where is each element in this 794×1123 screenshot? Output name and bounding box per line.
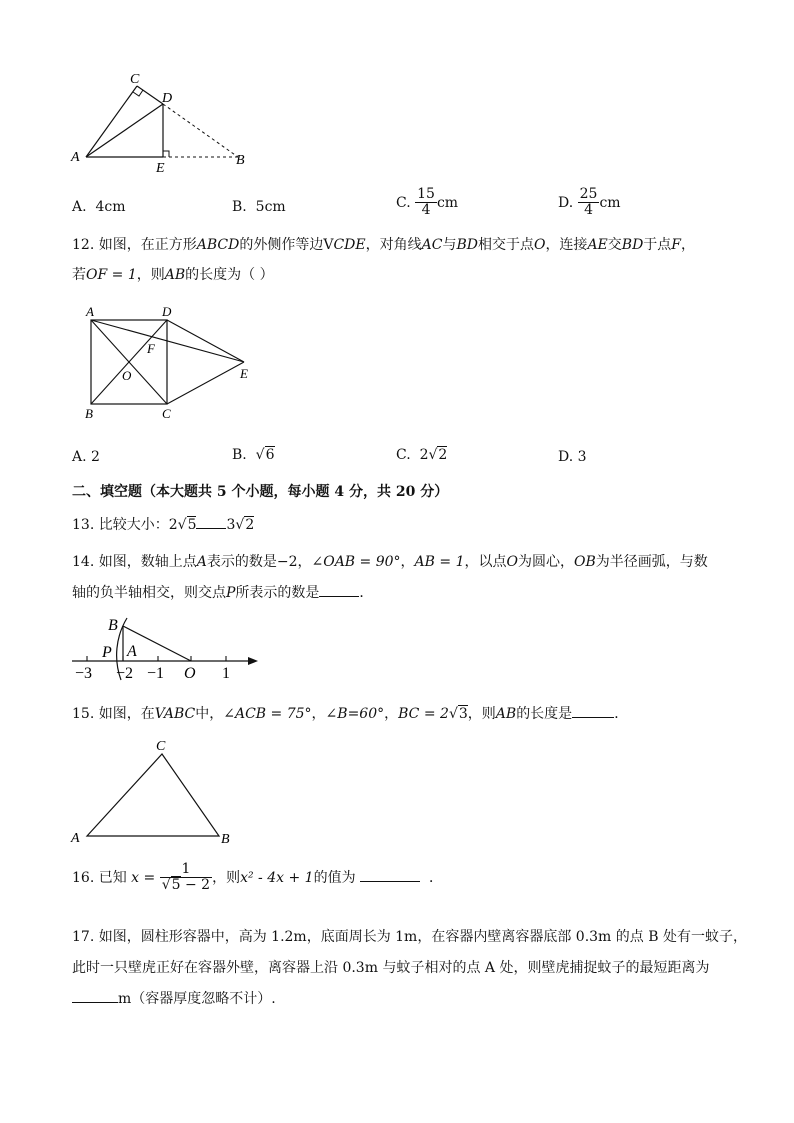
- tick-label-m1: −1: [147, 665, 165, 682]
- q16: 16. 已知 x = $\frac{1}{√5 - 2}$ ，则x² - 4x + 1的值为 ．: [72, 861, 443, 894]
- q15-stem: 15. 如图，在VABC中，∠ACB = 75°，∠B=60°，BC = 2√3，则AB的长度是 ．: [72, 703, 628, 723]
- fraction-x: $\frac{1}{√5 - 2}$: [161, 861, 211, 894]
- seg-cd: [137, 86, 163, 104]
- label-c: C: [130, 72, 140, 87]
- q11-option-c: [396, 187, 458, 219]
- answer-blank[interactable]: [196, 514, 226, 529]
- q12-stem-line2: 若OF = 1，则AB的长度为（ ）: [72, 267, 274, 283]
- q12-figure: [80, 300, 260, 425]
- q12-option-b: B. √6: [232, 447, 275, 463]
- answer-blank[interactable]: [360, 867, 420, 882]
- fraction-25-4: $\frac{25}{4}$: [579, 186, 598, 219]
- option-letter: C.: [396, 194, 411, 211]
- label-b: B: [221, 832, 230, 847]
- label-b: B: [236, 153, 245, 168]
- label-o: O: [122, 368, 132, 383]
- tick-label-m3: −3: [75, 665, 93, 682]
- label-c: C: [156, 739, 166, 754]
- label-o: O: [184, 665, 196, 682]
- label-e: E: [240, 366, 248, 381]
- q17-line1: 17. 如图，圆柱形容器中，高为 1.2m，底面周长为 1m，在容器内壁离容器底部 0.3m 的点 B 处有一蚊子，: [72, 929, 747, 945]
- option-value: 5cm: [255, 199, 286, 215]
- q14-figure: [65, 608, 265, 684]
- q17-line3: m（容器厚度忽略不计）.: [72, 988, 276, 1008]
- option-letter: A.: [72, 199, 87, 215]
- tick-label-m2: −2: [116, 665, 134, 682]
- seg-db-dashed: [163, 104, 238, 157]
- right-angle-c: [133, 90, 143, 96]
- option-unit: cm: [599, 194, 621, 211]
- q17-line2: 此时一只壁虎正好在容器外壁，离容器上沿 0.3m 与蚊子相对的点 A 处，则壁虎捕捉蚊子的最短距离为: [72, 960, 710, 976]
- seg-de: [167, 320, 244, 362]
- seg-ac: [86, 86, 137, 157]
- section-title: 二、填空题（本大题共 5 个小题，每小题 4 分，共 20 分）: [72, 484, 449, 500]
- label-p: P: [102, 644, 112, 661]
- q12-option-d: D. 3: [558, 449, 587, 465]
- answer-blank[interactable]: [572, 703, 614, 718]
- label-a: A: [71, 831, 80, 846]
- q13: 13. 比较大小：2√5 3√2: [72, 514, 254, 534]
- label-c: C: [162, 406, 171, 421]
- label-a: A: [71, 150, 80, 165]
- label-b: B: [85, 406, 93, 421]
- axis-arrow: [248, 657, 258, 665]
- q14-line2: 轴的负半轴相交，则交点P所表示的数是 ．: [72, 582, 373, 602]
- option-unit: cm: [436, 194, 459, 211]
- answer-blank[interactable]: [319, 582, 359, 597]
- right-angle-e: [163, 151, 169, 157]
- answer-blank[interactable]: [72, 988, 118, 1003]
- label-b: B: [108, 617, 118, 634]
- q12-option-c: C. 2√2: [396, 447, 448, 463]
- label-d: D: [162, 304, 172, 319]
- label-a: A: [127, 643, 137, 660]
- tick-label-1: 1: [222, 665, 230, 682]
- label-e: E: [156, 161, 165, 176]
- label-d: D: [162, 91, 173, 106]
- q14-line1: 14. 如图，数轴上点A表示的数是−2，∠OAB = 90°，AB = 1，以点O为圆心，OB为半径画弧，与数: [72, 554, 708, 570]
- q11-option-d: [558, 187, 621, 219]
- triangle-abc: [87, 754, 219, 836]
- q12-stem-line1: 12. 如图，在正方形ABCD的外侧作等边VCDE，对角线AC与BD相交于点O，连接AE交BD于点F，: [72, 237, 696, 253]
- q12-option-a: A. 2: [72, 449, 100, 465]
- seg-ad: [86, 104, 163, 157]
- option-letter: D.: [558, 194, 574, 211]
- label-a: A: [86, 304, 94, 319]
- q15-figure: [65, 735, 245, 850]
- q11-option-b: [232, 199, 286, 215]
- option-letter: B.: [232, 199, 247, 215]
- fraction-15-4: $\frac{15}{4}$: [417, 186, 435, 219]
- seg-ce: [167, 362, 244, 404]
- q11-figure: [60, 65, 270, 180]
- option-value: 4cm: [95, 199, 126, 215]
- label-f: F: [147, 341, 155, 356]
- q11-option-a: [72, 199, 126, 215]
